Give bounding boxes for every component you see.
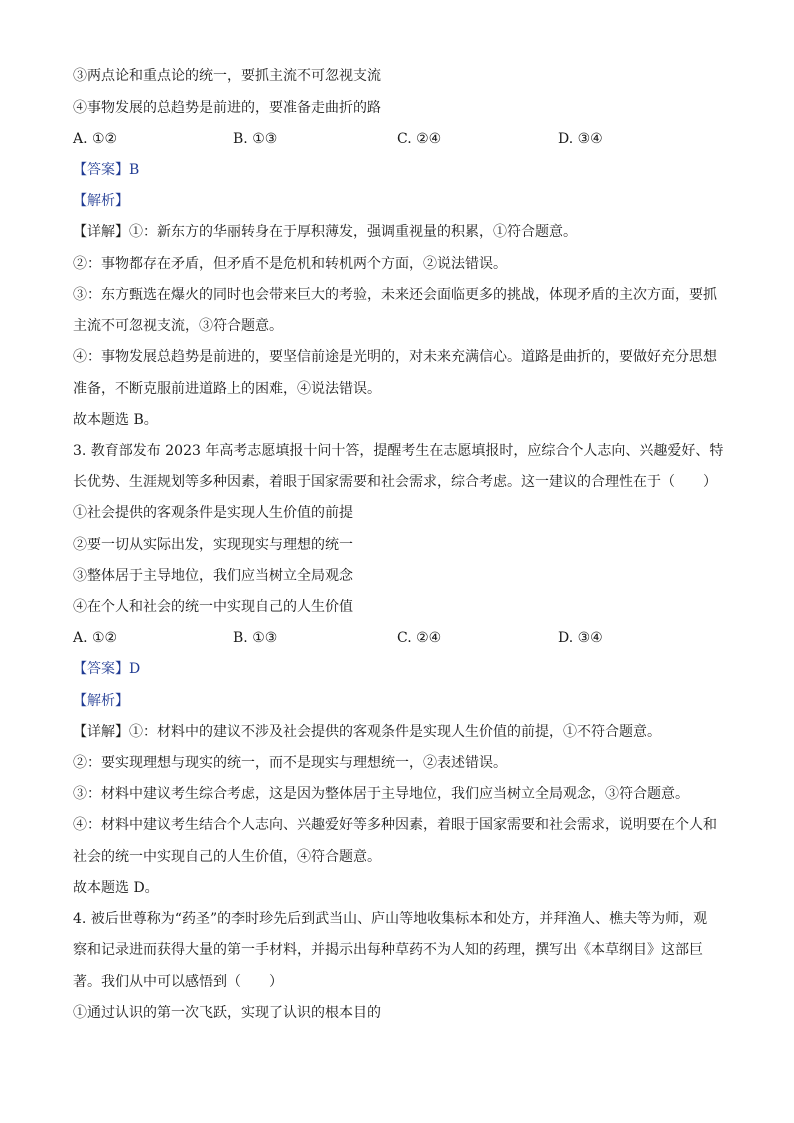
q3-analysis-line: 社会的统一中实现自己的人生价值，④符合题意。 — [73, 849, 381, 865]
q3-option-2: ②要一切从实际出发，实现现实与理想的统一 — [73, 537, 353, 553]
q3-analysis-line: ③：材料中建议考生综合考虑，这是因为整体居于主导地位，我们应当树立全局观念，③符合题意。 — [73, 786, 689, 802]
q3-stem-line: 3. 教育部发布 2023 年高考志愿填报十问十答，提醒考生在志愿填报时，应综合个人志向、兴趣爱好、特 — [73, 443, 724, 459]
q3-choice-d: D. ③④ — [558, 630, 603, 646]
q2-analysis-label: 【解析】 — [73, 193, 129, 209]
q2-option-4: ④事物发展的总趋势是前进的，要准备走曲折的路 — [73, 100, 381, 116]
q3-stem-line: 长优势、生涯规划等多种因素，着眼于国家需要和社会需求，综合考虑。这一建议的合理性在于（ ） — [73, 474, 717, 490]
q2-analysis-line: ③：东方甄选在爆火的同时也会带来巨大的考验，未来还会面临更多的挑战，体现矛盾的主次方面，要抓 — [73, 287, 717, 303]
q2-choice-a: A. ①② — [73, 131, 118, 147]
q3-choice-c: C. ②④ — [397, 630, 442, 646]
q3-option-4: ④在个人和社会的统一中实现自己的人生价值 — [73, 599, 353, 615]
q2-choice-c: C. ②④ — [397, 131, 442, 147]
q3-analysis-line: ④：材料中建议考生结合个人志向、兴趣爱好等多种因素，着眼于国家需要和社会需求，说明要在个人和 — [73, 817, 717, 833]
q3-choices — [73, 628, 725, 648]
q2-analysis-line: 主流不可忽视支流，③符合题意。 — [73, 318, 283, 334]
q2-analysis-line: ②：事物都存在矛盾，但矛盾不是危机和转机两个方面，②说法错误。 — [73, 256, 507, 272]
q2-analysis-line: 【详解】①：新东方的华丽转身在于厚积薄发，强调重视量的积累，①符合题意。 — [73, 224, 577, 240]
q3-conclusion: 故本题选 D。 — [73, 880, 159, 896]
q3-analysis-line: ②：要实现理想与现实的统一，而不是现实与理想统一，②表述错误。 — [73, 755, 507, 771]
q2-option-3: ③两点论和重点论的统一，要抓主流不可忽视支流 — [73, 68, 381, 84]
q4-stem-line: 4. 被后世尊称为“药圣”的李时珍先后到武当山、庐山等地收集标本和处方，并拜渔人、樵夫等为师，观 — [73, 911, 708, 927]
q3-option-1: ①社会提供的客观条件是实现人生价值的前提 — [73, 505, 353, 521]
q2-analysis-line: 准备，不断克服前进道路上的困难，④说法错误。 — [73, 381, 381, 397]
q4-stem-line: 著。我们从中可以感悟到（ ） — [73, 974, 283, 990]
q2-choice-b: B. ①③ — [233, 131, 278, 147]
q4-stem-line: 察和记录进而获得大量的第一手材料，并揭示出每种草药不为人知的药理，撰写出《本草纲目》这部巨 — [73, 942, 703, 958]
q2-analysis-line: ④：事物发展总趋势是前进的，要坚信前途是光明的，对未来充满信心。道路是曲折的，要做好充分思想 — [73, 349, 717, 365]
q2-conclusion: 故本题选 B。 — [73, 412, 158, 428]
q2-answer: 【答案】B — [73, 162, 140, 178]
q4-option-1: ①通过认识的第一次飞跃，实现了认识的根本目的 — [73, 1005, 381, 1021]
q2-choice-d: D. ③④ — [558, 131, 603, 147]
q3-choice-a: A. ①② — [73, 630, 118, 646]
q3-option-3: ③整体居于主导地位，我们应当树立全局观念 — [73, 568, 353, 584]
q3-choice-b: B. ①③ — [233, 630, 278, 646]
q3-analysis-label: 【解析】 — [73, 693, 129, 709]
q3-answer: 【答案】D — [73, 661, 141, 677]
q2-choices — [73, 129, 725, 149]
q3-analysis-line: 【详解】①：材料中的建议不涉及社会提供的客观条件是实现人生价值的前提，①不符合题意。 — [73, 724, 661, 740]
